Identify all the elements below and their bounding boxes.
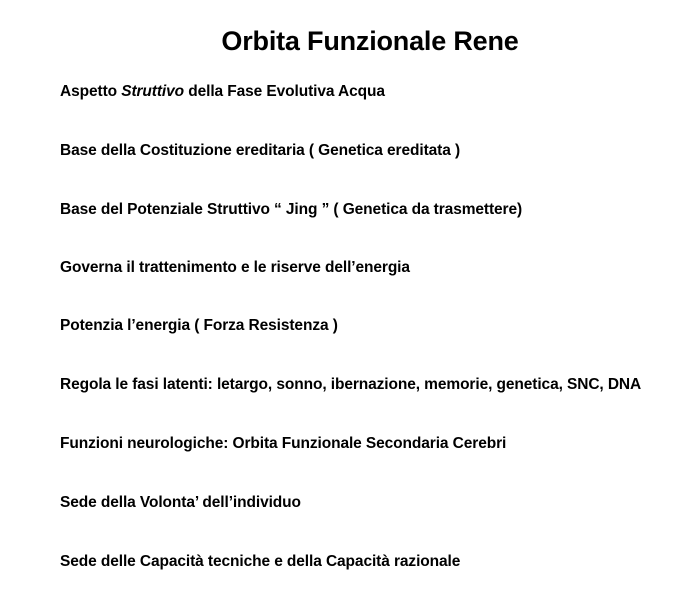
text-line-aspetto xyxy=(60,83,385,101)
text-line-suffix: della Fase Evolutiva Acqua xyxy=(184,83,385,100)
text-line-volonta: Sede della Volonta’ dell’individuo xyxy=(60,494,301,511)
text-line-costituzione: Base della Costituzione ereditaria ( Genetica ereditata ) xyxy=(60,142,461,159)
text-line-potenziale: Base del Potenziale Struttivo “ Jing ” ( Genetica da trasmettere) xyxy=(60,201,523,218)
text-line-capacita: Sede delle Capacità tecniche e della Capacità razionale xyxy=(60,553,461,570)
text-line-funzioni-neurologiche: Funzioni neurologiche: Orbita Funzionale Secondaria Cerebri xyxy=(60,435,507,452)
text-line-potenzia: Potenzia l’energia ( Forza Resistenza ) xyxy=(60,317,338,334)
text-line-emphasis: Struttivo xyxy=(121,83,185,100)
text-line-trattenimento: Governa il trattenimento e le riserve dell’energia xyxy=(60,259,410,276)
text-line-prefix: Aspetto xyxy=(60,83,122,100)
text-line-fasi-latenti: Regola le fasi latenti: letargo, sonno, ibernazione, memorie, genetica, SNC, DNA xyxy=(60,376,642,393)
page-title: Orbita Funzionale Rene xyxy=(221,26,519,56)
